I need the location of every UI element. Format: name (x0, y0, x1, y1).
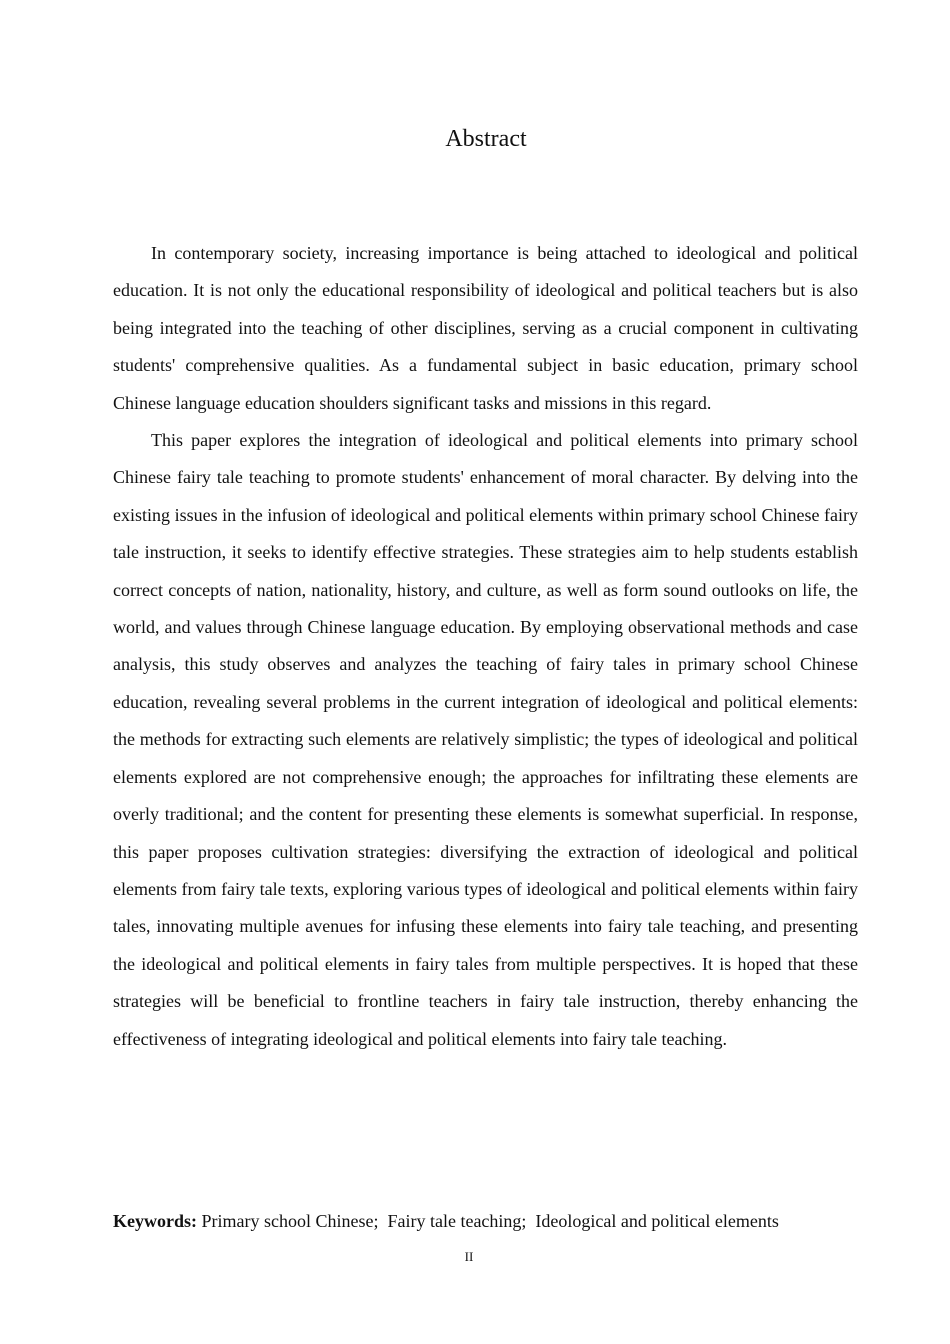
abstract-title: Abstract (445, 126, 527, 152)
abstract-paragraph-1: In contemporary society, increasing importance is being attached to ideological and political education. It is not only the educational responsibility of ideological and political teachers but is also being integrated into the teaching of other disciplines, serving as a crucial component in cultivating students' comprehensive qualities. As a fundamental subject in basic education, primary school Chinese language education shoulders significant tasks and missions in this regard. (113, 243, 858, 413)
page-number: II (464, 1249, 474, 1264)
abstract-body (113, 235, 858, 1058)
keywords-label: Keywords: (113, 1211, 197, 1231)
keywords-list: Primary school Chinese; Fairy tale teaching; Ideological and political elements (197, 1211, 779, 1231)
keywords-line (113, 1206, 779, 1236)
abstract-paragraph-2: This paper explores the integration of ideological and political elements into primary school Chinese fairy tale teaching to promote students' enhancement of moral character. By delving into the existing issues in the infusion of ideological and political elements within primary school Chinese fairy tale instruction, it seeks to identify effective strategies. These strategies aim to help students establish correct concepts of nation, nationality, history, and culture, as well as form sound outlooks on life, the world, and values through Chinese language education. By employing observational methods and case analysis, this study observes and analyzes the teaching of fairy tales in primary school Chinese education, revealing several problems in the current integration of ideological and political elements: the methods for extracting such elements are relatively simplistic; the types of ideological and political elements explored are not comprehensive enough; the approaches for infiltrating these elements are overly traditional; and the content for presenting these elements is somewhat superficial. In response, this paper proposes cultivation strategies: diversifying the extraction of ideological and political elements from fairy tale texts, exploring various types of ideological and political elements within fairy tales, innovating multiple avenues for infusing these elements into fairy tale teaching, and presenting the ideological and political elements in fairy tales from multiple perspectives. It is hoped that these strategies will be beneficial to frontline teachers in fairy tale instruction, thereby enhancing the effectiveness of integrating ideological and political elements into fairy tale teaching. (113, 430, 858, 1049)
